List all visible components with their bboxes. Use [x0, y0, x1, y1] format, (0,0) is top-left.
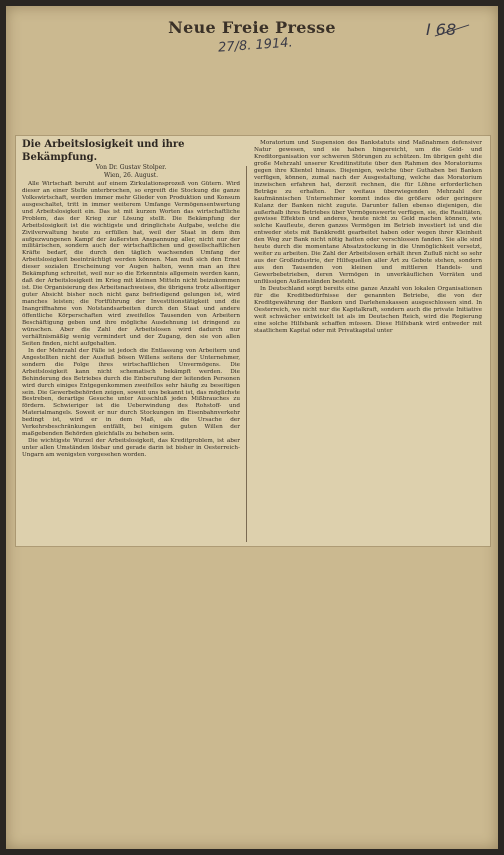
newspaper-masthead: Neue Freie Presse [168, 18, 336, 37]
handwritten-date: 27/8. 1914. [217, 35, 294, 56]
article-title: Die Arbeitslosigkeit und ihre Bekämpfung. [22, 139, 185, 163]
article-paragraph: Die wichtigste Wurzel der Arbeitslosigkeit, das Kreditproblem, ist aber unter allen Umständen lösbar und gerade darin ist bisher in Oesterreich-Ungarn am wenigsten vorgesehen worden. [22, 438, 240, 459]
article-paragraph: In Deutschland sorgt bereits eine ganze Anzahl von lokalen Organisationen für die Kreditbedürfnisse der genannten Betriebe, die von der Kreditgewährung der Banken und Darlehenskassen ausgeschlossen sind. In Oesterreich, wo nicht nur die Kapitalkraft, sondern auch die private Initiative weit schwächer entwickelt ist als im Deutschen Reich, wird die Regierung eine solche Hilfsbank schaffen müssen. Diese Hilfsbank wird entweder mit staatlichem Kapital oder mit Privatkapital unter [254, 286, 482, 334]
article-byline: Von Dr. Gustav Stolper. [95, 164, 167, 171]
article-paragraph: Alle Wirtschaft beruht auf einem Zirkulationsprozeß von Gütern. Wird dieser an einer Stelle unterbrochen, so ergreift die Stockung die ganze Volkswirtschaft, werden immer mehr Glieder von Produktion und Konsum ausgeschaltet, tritt in immer weiterem Umfange Vermögensentwertung und Arbeitslosigkeit ein. Das ist mit kurzen Worten das wirtschaftliche Problem, das der Krieg zur Lösung stellt. Die Bekämpfung der Arbeitslosigkeit ist die wichtigste und dringlichste Aufgabe, welche die Zivilverwaltung heute zu erfüllen hat, weil der Staat in dem ihm aufgezwungenen Kampf der äußersten Anspannung aller, nicht nur der militärischen, sondern auch der wirtschaftlichen und gesellschaftlichen Kräfte bedarf, die durch den täglich wachsenden Umfang der Arbeitslosigkeit beeinträchtigt werden können. Man muß sich den Ernst dieser sozialen Erscheinung vor Augen halten, wenn man an ihre Bekämpfung schreitet, weil nur so die Erkenntnis allgemein werden kann, daß der Arbeitslosigkeit im Krieg mit kleinen Mitteln nicht beizukommen ist. Die Organisierung des Arbeitsnachweises, die übrigens trotz allseitiger guter Absicht bisher noch nicht ganz befriedigend gelungen ist, wird manches leisten; die Fortführung der Investitionstätigkeit und die Inangriffnahme von Notstandsarbeiten durch den Staat und andere öffentliche Körperschaften wird zweifellos Tausenden von Arbeitern Beschäftigung geben und ihre mögliche Ausdehnung ist dringend zu wünschen. Aber die Zahl der Arbeitslosen wird dadurch nur verhältnismäßig wenig vermindert und der Zugang, den sie von allen Seiten finden, nicht aufgehalten. [22, 180, 240, 347]
article-column-right [254, 140, 482, 488]
article-paragraph: Moratorium und Suspension des Bankstatuts sind Maßnahmen defensiver Natur gewesen, und sie haben hingereicht, um die Geld- und Kreditorganisation vor schweren Störungen zu schützen. Im übrigen geht die große Mehrzahl unserer Kreditinstitute über den Rahmen des Moratoriums gegen ihre Klientel hinaus. Diejenigen, welche über Guthaben bei Banken verfügen, können, zumal nach der Ausgestaltung, welche das Moratorium inzwischen erfahren hat, derzeit rechnen, die für Löhne erforderlichen Beträge zu erhalten. Der weitaus überwiegenden Mehrzahl der kaufmännischen Unternehmer kommt indes die größere oder geringere Kulanz der Banken nicht zugute. Darunter fallen ebenso diejenigen, die außerhalb ihres Betriebes über Vermögenswerte verfügen, sie, die Realitäten, gewisse Effekten und anderes, heute nicht zu Geld machen können, wie solche Kaufleute, deren ganzes Vermögen im Betrieb investiert ist und die entweder stets mit Bankkredit gearbeitet haben oder wegen ihrer Kleinheit den Weg zur Bank nicht nötig hatten oder verschlossen fanden. Sie alle sind heute durch die momentane Absatzstockung in die Unmöglichkeit versetzt, weiter zu arbeiten. Die Zahl der Arbeitslosen erhält ihren Zufluß nicht so sehr aus der Großindustrie, der Hilfsquellen aller Art zu Gebote stehen, sondern aus den Tausenden von kleinen und mittleren Handels- und Gewerbebetrieben, deren Vermögen in unverkäuflichen Vorräten und unflüssigen Außenständen besteht. [254, 140, 482, 286]
newspaper-clipping [16, 136, 490, 546]
article-dateline: Wien, 26. August. [104, 171, 158, 179]
archive-sheet [6, 6, 498, 849]
article-column-left [22, 136, 240, 546]
handwritten-reference: I 68 [426, 20, 457, 39]
article-paragraph: In der Mehrzahl der Fälle ist jedoch die Entlassung von Arbeitern und Angestellten nicht der Ausfluß bösen Willens seitens der Unternehmer, sondern die Folge ihres wirtschaftlichen Unvermögens. Die Arbeitslosigkeit kann nicht schematisch bekämpft werden. Die Behinderung des Betriebes durch die Einberufung der leitenden Personen wird durch einiges Entgegenkommen zweifellos sehr häufig zu beseitigen sein. Die Gewerbebehörden zeigen, soweit uns bekannt ist, das möglichste Bestreben, derartige Gesuche unter Ausschluß jeden Mißbrauches zu fördern. Schwieriger ist die Ueberwindung des Rohstoff- und Materialmangels. Soweit er nur durch Stockungen im Eisenbahnverkehr bedingt ist, wird er in dem Maß, als die Ursache der Verkehrsbeschränkungen entfällt, bei einigem guten Willen der maßgebenden Behörden gleichfalls zu beheben sein. [22, 347, 240, 438]
column-divider [246, 166, 247, 542]
